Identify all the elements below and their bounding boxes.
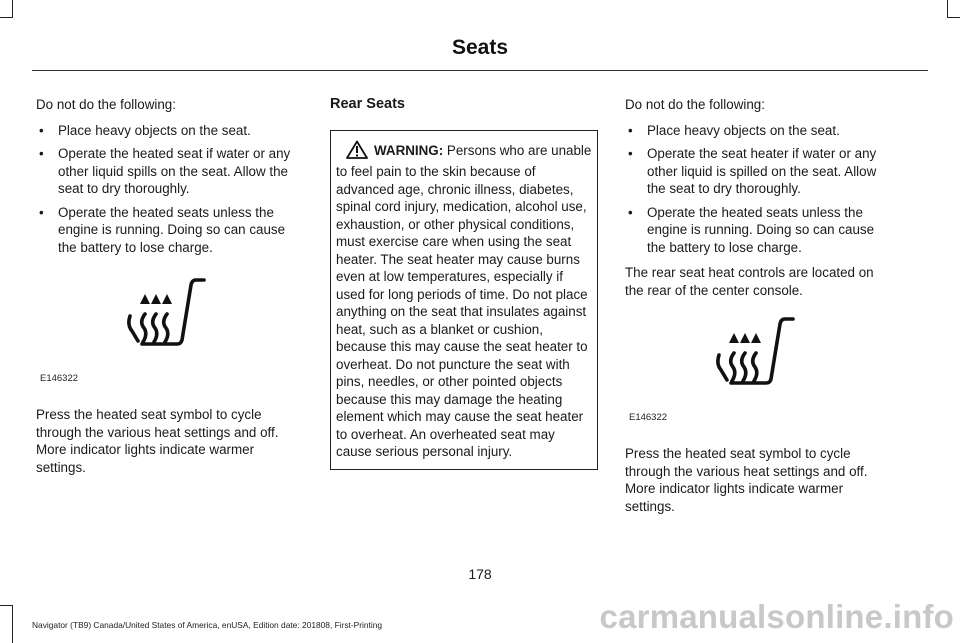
right-bullet-list bbox=[625, 122, 893, 257]
crop-mark-top-left-h bbox=[0, 17, 12, 18]
figure-code: E146322 bbox=[629, 412, 668, 423]
section-heading: Rear Seats bbox=[330, 96, 405, 112]
right-instruction: Press the heated seat symbol to cycle through the various heat settings and off. More indicator lights indicate warmer settings. bbox=[625, 446, 868, 514]
list-item: • Operate the heated seat if water or any other liquid spills on the seat. Allow the seat to dry thoroughly. bbox=[36, 145, 304, 198]
watermark: carmanualsonline.info bbox=[599, 598, 954, 635]
left-intro: Do not do the following: bbox=[36, 97, 176, 112]
left-figure bbox=[36, 270, 304, 398]
heated-seat-icon bbox=[124, 276, 210, 357]
warning-box bbox=[330, 130, 598, 470]
left-instruction: Press the heated seat symbol to cycle through the various heat settings and off. More indicator lights indicate warmer settings. bbox=[36, 407, 279, 475]
list-item: • Operate the heated seats unless the engine is running. Doing so can cause the battery to lose charge. bbox=[36, 204, 304, 257]
right-figure bbox=[625, 309, 893, 437]
warning-text: Persons who are unable to feel pain to the skin because of advanced age, chronic illness, diabetes, spinal cord injury, medication, alcohol use, exhaustion, or other physical conditions, must exercise care when using the seat heater. The seat heater may cause burns even at low temperatures, especially if used for long periods of time. Do not place anything on the seat that insulates against heat, such as a blanket or cushion, because this may cause the seat heater to overheat. Do not puncture the seat with pins, needles, or other pointed objects because this may damage the heating element which may cause the seat heater to overheat. An overheated seat may cause serious personal injury. bbox=[336, 142, 592, 459]
location-note: The rear seat heat controls are located on the rear of the center console. bbox=[625, 265, 874, 298]
publication-info: Navigator (TB9) Canada/United States of America, enUSA, Edition date: 201808, First-Printing bbox=[32, 620, 383, 630]
crop-mark-top-right-h bbox=[948, 17, 960, 18]
left-column bbox=[36, 96, 304, 484]
list-item: • Operate the seat heater if water or any other liquid is spilled on the seat. Allow the seat to dry thoroughly. bbox=[625, 145, 893, 198]
crop-mark-bottom-left-h bbox=[0, 605, 12, 606]
crop-mark-bottom-left-v bbox=[12, 605, 13, 643]
warning-triangle-icon bbox=[346, 140, 368, 164]
right-column bbox=[625, 96, 893, 523]
list-item: • Place heavy objects on the seat. bbox=[36, 122, 304, 140]
header-divider bbox=[32, 70, 928, 71]
figure-code: E146322 bbox=[40, 373, 79, 384]
middle-column bbox=[330, 96, 598, 470]
list-item: • Place heavy objects on the seat. bbox=[625, 122, 893, 140]
warning-label: WARNING: bbox=[374, 142, 444, 158]
left-bullet-list bbox=[36, 122, 304, 257]
crop-mark-top-right-v bbox=[947, 0, 948, 18]
heated-seat-icon bbox=[713, 315, 799, 396]
page-title: Seats bbox=[451, 36, 509, 59]
page-number: 178 bbox=[468, 566, 492, 582]
right-intro: Do not do the following: bbox=[625, 97, 765, 112]
crop-mark-top-left-v bbox=[12, 0, 13, 18]
list-item: • Operate the heated seats unless the engine is running. Doing so can cause the battery to lose charge. bbox=[625, 204, 893, 257]
